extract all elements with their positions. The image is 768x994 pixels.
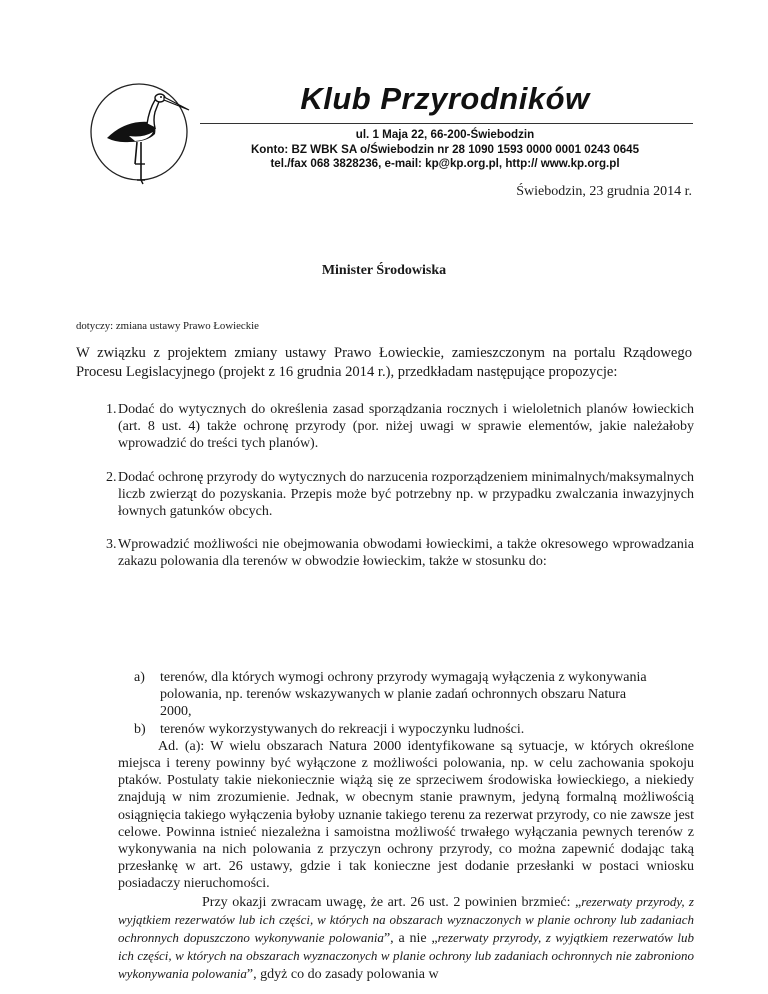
club-name: Klub Przyrodników [300, 81, 590, 116]
club-contact: tel./fax 068 3828236, e-mail: kp@kp.org.pl, http:// www.kp.org.pl [270, 157, 620, 170]
commentary [76, 738, 694, 984]
sub-item [76, 669, 694, 721]
note-start: Przy okazji zwracam uwagę, że art. 26 ust. 2 powinien brzmieć: „ [202, 894, 582, 910]
item-text: Dodać do wytycznych do określenia zasad sporządzania rocznych i wieloletnich planów łowieckich (art. 8 ust. 4) także ochronę przyrody (por. niżej uwagi w sprawie elementów, jakie należałoby wprowadzić do treści tych planów). [118, 402, 694, 452]
list-item [76, 401, 694, 453]
item-number: 2. [106, 469, 117, 485]
proposal-list [76, 401, 694, 587]
stork-logo-icon [85, 80, 197, 188]
item-number: 3. [106, 537, 117, 553]
subject-line: dotyczy: zmiana ustawy Prawo Łowieckie [76, 320, 259, 332]
club-bank-account: Konto: BZ WBK SA o/Świebodzin nr 28 1090 1593 0000 0001 0243 0645 [250, 142, 640, 156]
sub-item-text: terenów wykorzystywanych do rekreacji i wypoczynku ludności. [160, 721, 525, 737]
sub-item-text: terenów, dla których wymogi ochrony przyrody wymagają wyłączenia z wykonywania polowania, np. terenów wskazywanych w planie zadań ochronnych obszaru Natura 2000, [160, 670, 647, 720]
note-mid: ”, a nie „ [383, 931, 438, 947]
sub-item-letter: b) [134, 721, 146, 737]
quote-incorrect: rezerwaty przyrody, z wyjątkiem rezerwatów lub ich części, w których na obszarach wyznaczonych w planie ochrony lub zadaniach ochronnych nie zabroniono wykonywania polowania [118, 930, 695, 982]
item-text: Wprowadzić możliwości nie obejmowania obwodami łowieckimi, a także okresowego wprowadzania zakazu polowania dla terenów w obwodzie łowieckim, także w stosunku do: [118, 537, 694, 570]
sub-item [76, 721, 694, 738]
note-end: ”, gdyż co do zasady polowania w [246, 967, 439, 983]
list-item [76, 536, 694, 570]
item-number: 1. [106, 402, 117, 417]
club-address: ul. 1 Maja 22, 66-200-Świebodzin [355, 128, 535, 141]
quote-correct: rezerwaty przyrody, z wyjątkiem rezerwatów lub ich części, w których na obszarach wyznaczonych w planie ochrony lub zadaniach ochronnych dopuszczono wykonywanie polowania [118, 893, 694, 946]
commentary-ad-a: Ad. (a): W wielu obszarach Natura 2000 identyfikowane są sytuacje, w których określone miejsca i tereny powinny być wyłączone z możliwości polowania, np. w celu zachowania spokoju ptaków. Postulaty takie niekoniecznie wiążą się ze sprzeciwem środowiska łowieckiego, a niekiedy znajdują w nim zrozumienie. Jednak, w obecnym stanie prawnym, jedyną formalną możliwością osiągnięcia takiego wyłączenia byłoby uznanie takiego terenu za rezerwat przyrody, co nie zawsze jest celowe. Powinna istnieć niezależna i samoistna możliwość trwałego wyłączania pewnych terenów z wykonywania na nich polowania z przyczyn ochrony przyrody, co można zapewnić dodając taką przesłankę w art. 26 ustawy, gdzie i tak konieczne jest dodanie przesłanki w postaci wniosku posiadaczy nieruchomości. [118, 738, 694, 892]
intro-paragraph: W związku z projektem zmiany ustawy Prawo Łowieckie, zamieszczonym na portalu Rządowego Procesu Legislacyjnego (projekt z 16 grudnia 2014 r.), przedkładam następujące propozycje: [76, 345, 692, 380]
item-text: Dodać ochronę przyrody do wytycznych do narzucenia rozporządzeniem minimalnych/maksymalnych liczb zwierząt do pozyskania. Przepis może być potrzebny np. w przypadku zwalczania inwazyjnych łownych gatunków obcych. [118, 469, 694, 520]
list-item [76, 469, 694, 521]
commentary-note [118, 893, 694, 984]
sub-item-letter: a) [134, 670, 145, 685]
letterhead-details [200, 128, 690, 172]
letterhead-divider [200, 123, 693, 124]
letter-date: Świebodzin, 23 grudnia 2014 r. [516, 184, 692, 199]
item-3-details [76, 669, 694, 984]
recipient: Minister Środowiska [321, 263, 447, 278]
